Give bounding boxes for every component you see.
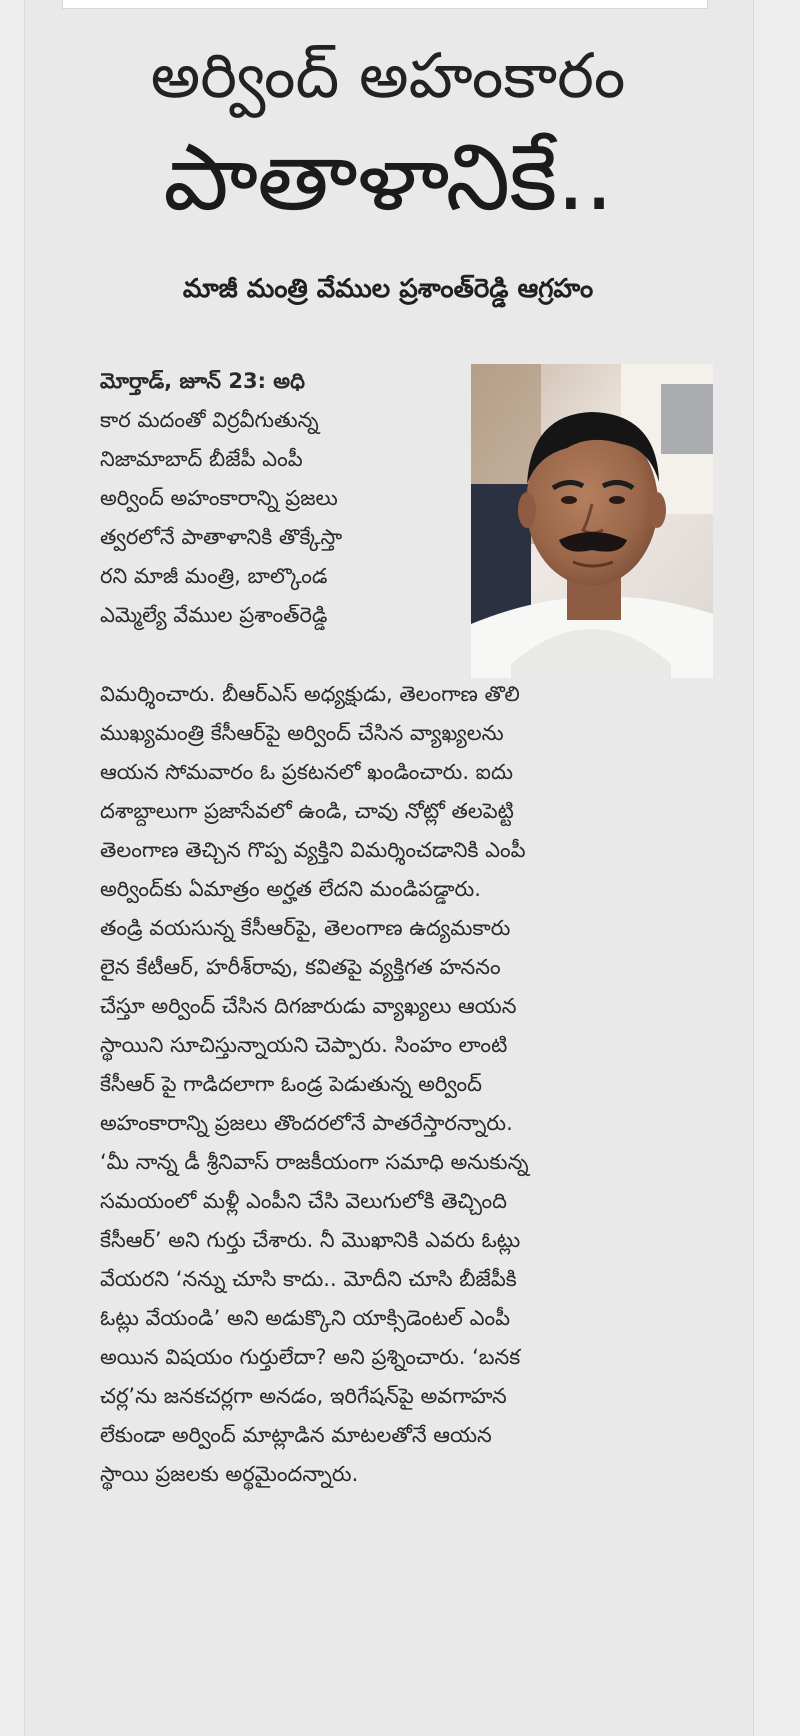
article-body-intro — [100, 362, 456, 635]
article-line: అయిన విషయం గుర్తులేదా? అని ప్రశ్నించారు. ‘బనక — [100, 1345, 521, 1369]
article-line: చేస్తూ అర్వింద్ చేసిన దిగజారుడు వ్యాఖ్యలు ఆయన — [100, 994, 517, 1018]
portrait-photo — [471, 364, 713, 678]
article-line: తెలంగాణ తెచ్చిన గొప్ప వ్యక్తిని విమర్శించడానికి ఎంపీ — [100, 838, 526, 862]
subheadline: మాజీ మంత్రి వేముల ప్రశాంత్‌రెడ్డి ఆగ్రహం — [182, 274, 594, 304]
article-line: కేసీఆర్ పై గాడిదలాగా ఓండ్ర పెడుతున్న అర్వింద్ — [100, 1072, 482, 1096]
article-line: రని మాజీ మంత్రి, బాల్కొండ — [100, 564, 328, 588]
article-line: విమర్శించారు. బీఆర్‌ఎస్ అధ్యక్షుడు, తెలంగాణ తొలి — [100, 682, 520, 706]
article-line: త్వరలోనే పాతాళానికి తొక్కేస్తా — [100, 525, 343, 549]
previous-column-edge — [62, 0, 708, 9]
article-line: అహంకారాన్ని ప్రజలు తొందరలోనే పాతరేస్తారన్నారు. — [100, 1111, 513, 1135]
article-line: తండ్రి వయసున్న కేసీఆర్‌పై, తెలంగాణ ఉద్యమకారు — [100, 916, 511, 940]
article-line: అర్వింద్ అహంకారాన్ని ప్రజలు — [100, 486, 338, 510]
article-line: స్థాయి ప్రజలకు అర్థమైందన్నారు. — [100, 1462, 359, 1486]
article-line: వేయరని ‘నన్ను చూసి కాదు.. మోదీని చూసి బీజేపీకి — [100, 1267, 517, 1291]
article-body-main — [100, 675, 712, 1494]
headline-line-2: పాతాళానికే.. — [163, 124, 613, 231]
article-line: మోర్తాడ్, జూన్ 23: అధి — [100, 369, 305, 393]
article-line: ఎమ్మెల్యే వేముల ప్రశాంత్‌రెడ్డి — [100, 603, 328, 627]
article-line: ‘మీ నాన్న డీ శ్రీనివాస్ రాజకీయంగా సమాధి అనుకున్న — [100, 1150, 529, 1174]
article-line: ఆయన సోమవారం ఓ ప్రకటనలో ఖండించారు. ఐదు — [100, 760, 514, 784]
article-line: దశాబ్దాలుగా ప్రజాసేవలో ఉండి, చావు నోట్లో తలపెట్టి — [100, 799, 514, 823]
portrait-photo-icon — [471, 364, 713, 678]
article-line: లేకుండా అర్వింద్ మాట్లాడిన మాటలతోనే ఆయన — [100, 1423, 492, 1447]
article-line: ఓట్లు వేయండి’ అని అడుక్కొని యాక్సిడెంటల్ ఎంపీ — [100, 1306, 511, 1330]
article-line: సమయంలో మళ్లీ ఎంపీని చేసి వెలుగులోకి తెచ్చింది — [100, 1189, 507, 1213]
article-line: అర్వింద్‌కు ఏమాత్రం అర్హత లేదని మండిపడ్డారు. — [100, 877, 481, 901]
article-line: లైన కేటీఆర్, హరీశ్‌రావు, కవితపై వ్యక్తిగత హననం — [100, 955, 501, 979]
article-line: కేసీఆర్’ అని గుర్తు చేశారు. నీ మొఖానికి ఎవరు ఓట్లు — [100, 1228, 521, 1252]
article-line: నిజామాబాద్ బీజేపీ ఎంపీ — [100, 447, 303, 471]
article-line: కార మదంతో విర్రవీగుతున్న — [100, 408, 319, 432]
article-line: ముఖ్యమంత్రి కేసీఆర్‌పై అర్వింద్ చేసిన వ్యాఖ్యలను — [100, 721, 504, 745]
article-line: చర్ల’ను జనకచర్లగా అనడం, ఇరిగేషన్‌పై అవగాహన — [100, 1384, 507, 1408]
headline-line-1: అర్వింద్ అహంకారం — [150, 39, 626, 112]
article-line: స్థాయిని సూచిస్తున్నాయని చెప్పారు. సింహం లాంటి — [100, 1033, 508, 1057]
